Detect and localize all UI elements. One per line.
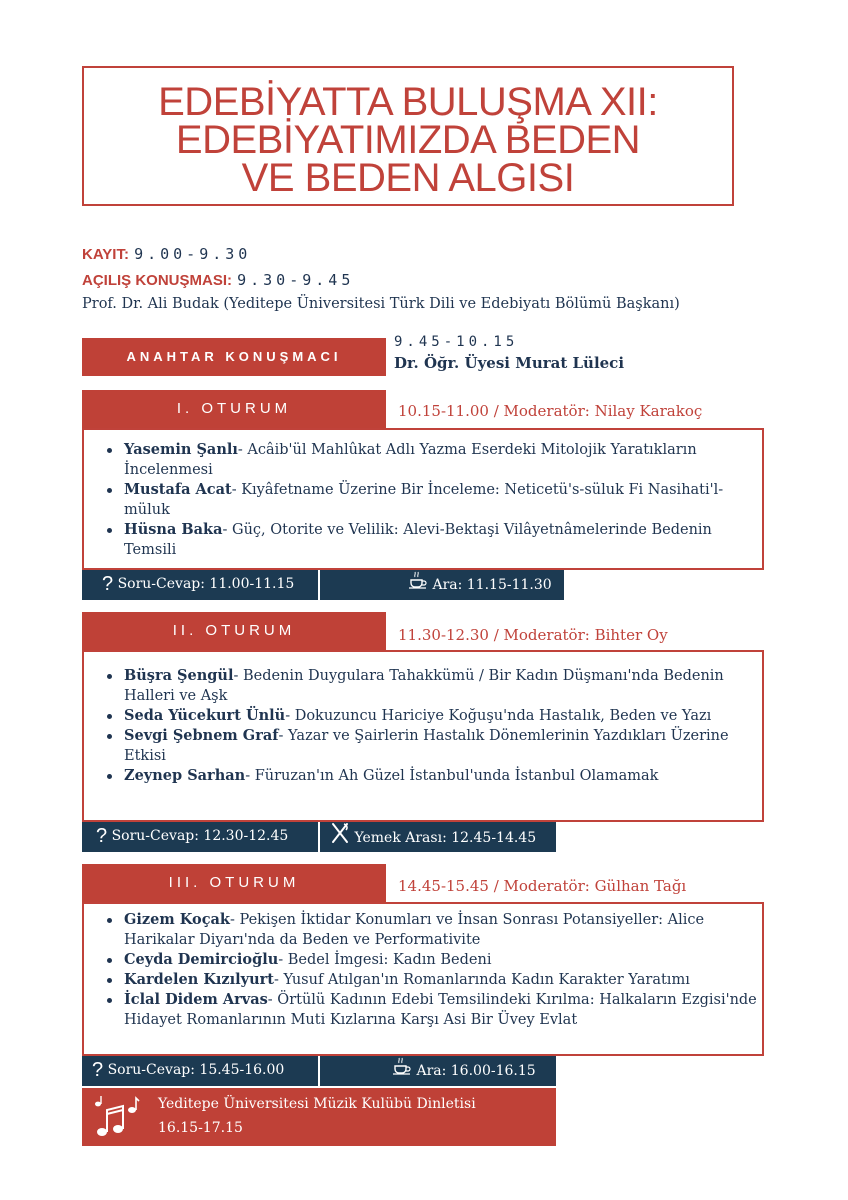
talk-speaker: Ceyda Demircioğlu [124,951,279,968]
title-box [82,66,734,206]
talk-item [124,950,762,970]
session-1-talk-list [84,440,762,560]
session-2-bar [82,612,386,650]
talk-title: - Güç, Otorite ve Velilik: Alevi-Bektaşi Vilâyetnâmelerinde Bedenin Temsili [124,522,712,558]
talk-title: - Acâib'ül Mahlûkat Adlı Yazma Eserdeki Mitolojik Yaratıkların İncelenmesi [124,442,697,478]
opening-time: 9.30-9.45 [237,271,355,289]
session-2-break-bar [320,822,556,852]
talk-speaker: Hüsna Baka [124,521,223,538]
session-3-box [82,902,764,1056]
session-3-qa: Soru-Cevap: 15.45-16.00 [107,1062,285,1078]
talk-item [124,666,762,706]
keynote-time: 9.45-10.15 [394,334,519,350]
session-3-label: III. OTURUM [168,874,300,891]
session-2-talk-list [84,666,762,786]
talk-title: - Kıyâfetname Üzerine Bir İnceleme: Neticetü's-süluk Fi Nasihati'l-müluk [124,482,724,518]
session-3-break: Ara: 16.00-16.15 [416,1063,536,1079]
music-time: 16.15-17.15 [158,1120,243,1136]
fork-knife-icon [330,822,350,854]
talk-speaker: İclal Didem Arvas [124,991,268,1008]
title-line-1: EDEBİYATTA BULUŞMA XII: [158,80,658,124]
talk-title: - Bedenin Duygulara Tahakkümü / Bir Kadın Düşmanı'nda Bedenin Halleri ve Aşk [124,668,724,704]
talk-speaker: Büşra Şengül [124,667,234,684]
talk-speaker: Kardelen Kızılyurt [124,971,274,988]
session-2-qa-bar [82,822,318,852]
talk-title: - Yusuf Atılgan'ın Romanlarında Kadın Karakter Yaratımı [274,972,690,988]
talk-item [124,520,762,560]
talk-item [124,766,762,786]
talk-title: - Dokuzuncu Hariciye Koğuşu'nda Hastalık, Beden ve Yazı [285,708,712,724]
session-3-talk-list [84,910,762,1030]
session-2-header: 11.30-12.30 / Moderatör: Bihter Oy [398,626,668,644]
music-title: Yeditepe Üniversitesi Müzik Kulübü Dinletisi [158,1096,476,1112]
question-icon: ? [102,573,114,595]
question-icon: ? [92,1059,104,1081]
keynote-bar [82,338,386,376]
talk-speaker: Seda Yücekurt Ünlü [124,707,286,724]
talk-item [124,440,762,480]
talk-item [124,706,762,726]
keynote-label: ANAHTAR KONUŞMACI [126,349,342,364]
session-2-break: Yemek Arası: 12.45-14.45 [354,830,537,846]
session-2-qa: Soru-Cevap: 12.30-12.45 [111,828,289,844]
session-1-qa-bar [82,570,318,600]
registration-time: 9.00-9.30 [134,245,252,263]
talk-speaker: Yasemin Şanlı [124,441,238,458]
keynote-speaker: Dr. Öğr. Üyesi Murat Lüleci [394,354,625,372]
opening-label: AÇILIŞ KONUŞMASI: [82,272,232,289]
title-line-2: EDEBİYATIMIZDA BEDEN [175,118,641,162]
talk-item [124,726,762,766]
session-1-break-bar [320,570,564,600]
talk-speaker: Gizem Koçak [124,911,230,928]
question-icon: ? [96,825,108,847]
talk-item [124,480,762,520]
coffee-icon [408,570,428,600]
talk-item [124,970,762,990]
session-1-bar [82,390,386,428]
talk-title: - Pekişen İktidar Konumları ve İnsan Sonrası Potansiyeller: Alice Harikalar Diyarı'nda da Beden ve Performativite [124,912,705,948]
talk-speaker: Zeynep Sarhan [124,767,246,784]
session-1-qa: Soru-Cevap: 11.00-11.15 [117,576,295,592]
music-notes-icon [92,1096,140,1144]
session-2-box [82,650,764,822]
registration-label: KAYIT: [82,246,129,263]
session-1-break: Ara: 11.15-11.30 [432,577,552,593]
session-1-header: 10.15-11.00 / Moderatör: Nilay Karakoç [398,402,703,420]
session-3-qa-bar [82,1056,318,1086]
talk-title: - Füruzan'ın Ah Güzel İstanbul'unda İstanbul Olamamak [245,768,659,784]
talk-title: - Bedel İmgesi: Kadın Bedeni [278,952,492,968]
music-bar [82,1088,556,1146]
talk-speaker: Mustafa Acat [124,481,232,498]
talk-speaker: Sevgi Şebnem Graf [124,727,279,744]
talk-item [124,910,762,950]
session-1-box [82,428,764,570]
talk-title: - Örtülü Kadının Edebi Temsilindeki Kırılma: Halkaların Ezgisi'nde Hidayet Romanlarının Muti Kızlarına Karşı Asi Bir Üvey Evlat [124,992,757,1028]
session-2-label: II. OTURUM [172,622,296,639]
talk-item [124,990,762,1030]
session-3-header: 14.45-15.45 / Moderatör: Gülhan Tağı [398,877,687,895]
opening [82,270,354,289]
registration [82,244,251,263]
session-3-bar [82,864,386,902]
session-1-label: I. OTURUM [176,400,292,417]
opening-speaker: Prof. Dr. Ali Budak (Yeditepe Üniversitesi Türk Dili ve Edebiyatı Bölümü Başkanı) [82,296,680,312]
title-line-3: VE BEDEN ALGISI [241,156,575,200]
session-3-break-bar [320,1056,556,1086]
talk-title: - Yazar ve Şairlerin Hastalık Dönemlerinin Yazdıkları Üzerine Etkisi [124,728,729,764]
coffee-icon [392,1056,412,1086]
